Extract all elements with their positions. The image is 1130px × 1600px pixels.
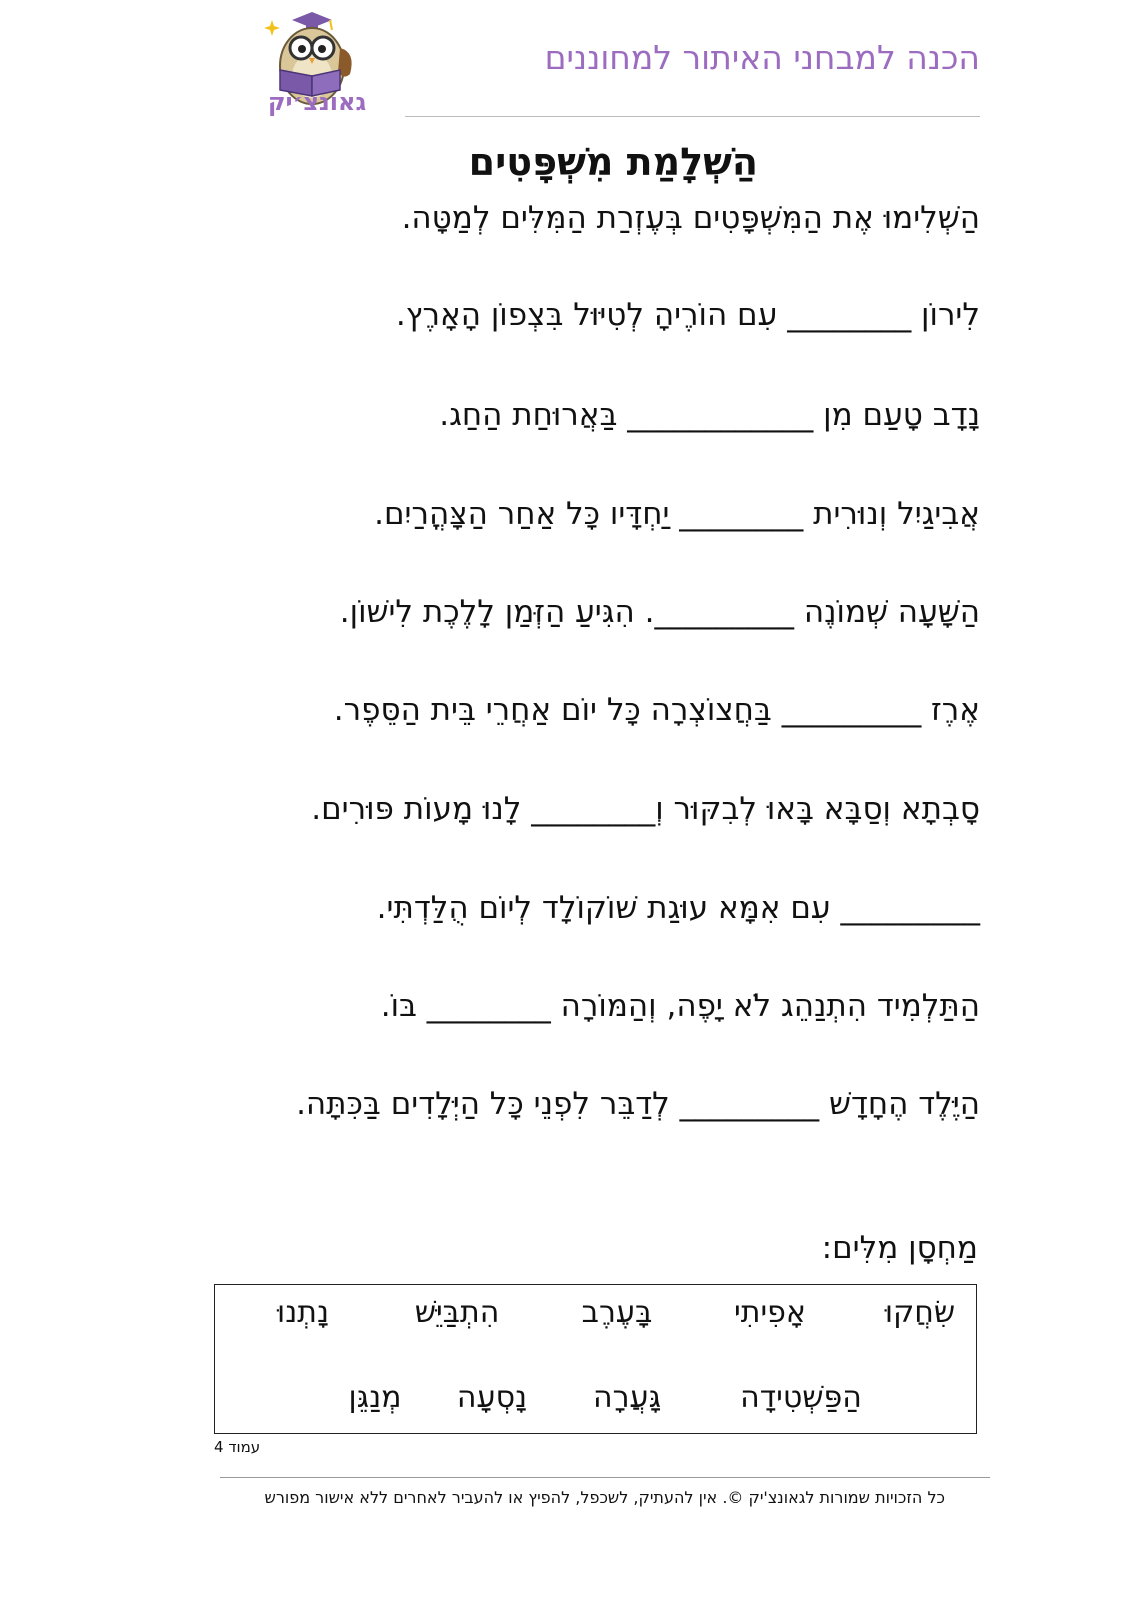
word-bank-word: הִתְבַּיֵּשׁ (414, 1295, 500, 1330)
sentence-1: לִירוֹן ________ עִם הוֹרֶיהָ לְטִיּוּל בִּצְפוֹן הָאָרֶץ. (395, 297, 980, 333)
sentence-2: נָדָב טָעַם מִן ____________ בַּאֲרוּחַת הַחַג. (439, 397, 980, 433)
copyright-notice: כל הזכויות שמורות לגאונצ'יק ©. אין להעתיק, לשכפל, להפיץ או להעביר לאחרים ללא אישור מפורש (264, 1488, 945, 1507)
page-number: עמוד 4 (214, 1438, 261, 1456)
sentence-7: _________ עִם אִמָּא עוּגַת שׁוֹקוֹלָד לְיוֹם הֻלַּדְתִּי. (376, 890, 980, 926)
header-title: הכנה למבחני האיתור למחוננים (544, 38, 980, 77)
word-bank-word: אָפִיתִי (734, 1295, 806, 1330)
word-bank-word: נָתְנוּ (277, 1295, 329, 1330)
word-bank-word: שִׂחֲקוּ (884, 1295, 956, 1330)
sentence-5: אֶרֶז _________ בַּחֲצוֹצְרָה כָּל יוֹם אַחֲרֵי בֵּית הַסֵּפֶר. (333, 692, 980, 728)
logo-text: גאונצ׳יק (267, 88, 367, 116)
word-bank-word: גָּעֲרָה (593, 1380, 661, 1415)
sentence-9: הַיֶּלֶד הֶחָדָשׁ _________ לְדַבֵּר לִפְנֵי כָּל הַיְּלָדִים בַּכִּתָּה. (296, 1086, 980, 1122)
sentence-4: הַשָּׁעָה שְׁמוֹנֶה _________. הִגִּיעַ הַזְּמַן לָלֶכֶת לִישׁוֹן. (339, 594, 980, 630)
word-bank-word: בָּעֶרֶב (581, 1295, 653, 1330)
word-bank-word: נָסְעָה (456, 1380, 528, 1415)
sentence-3: אֲבִיגַיִל וְנוּרִית ________ יַחְדָּיו כָּל אַחַר הַצָּהֳרַיִם. (374, 496, 980, 532)
word-bank-box (214, 1284, 977, 1434)
sentence-8: הַתַּלְמִיד הִתְנַהֵג לֹא יָפֶה, וְהַמּוֹרָה ________ בּוֹ. (380, 988, 980, 1024)
sentence-6: סָבְתָא וְסַבָּא בָּאוּ לְבִקּוּר וְ________ לָנוּ מָעוֹת פּוּרִים. (311, 791, 980, 827)
instruction-text: הַשְׁלִימוּ אֶת הַמִּשְׁפָּטִים בְּעֶזְרַת הַמִּלִּים לְמַטָּה. (401, 200, 980, 236)
footer-divider (220, 1477, 990, 1478)
header-divider (405, 116, 980, 117)
page-title: הַשְׁלָמַת מִשְׁפָּטִים (468, 140, 758, 184)
word-bank-title: מַחְסָן מִלִּים: (821, 1230, 978, 1266)
word-bank-word: הַפַּשְׁטִידָה (740, 1380, 862, 1415)
word-bank-word: מְנַגֵּן (348, 1380, 402, 1415)
